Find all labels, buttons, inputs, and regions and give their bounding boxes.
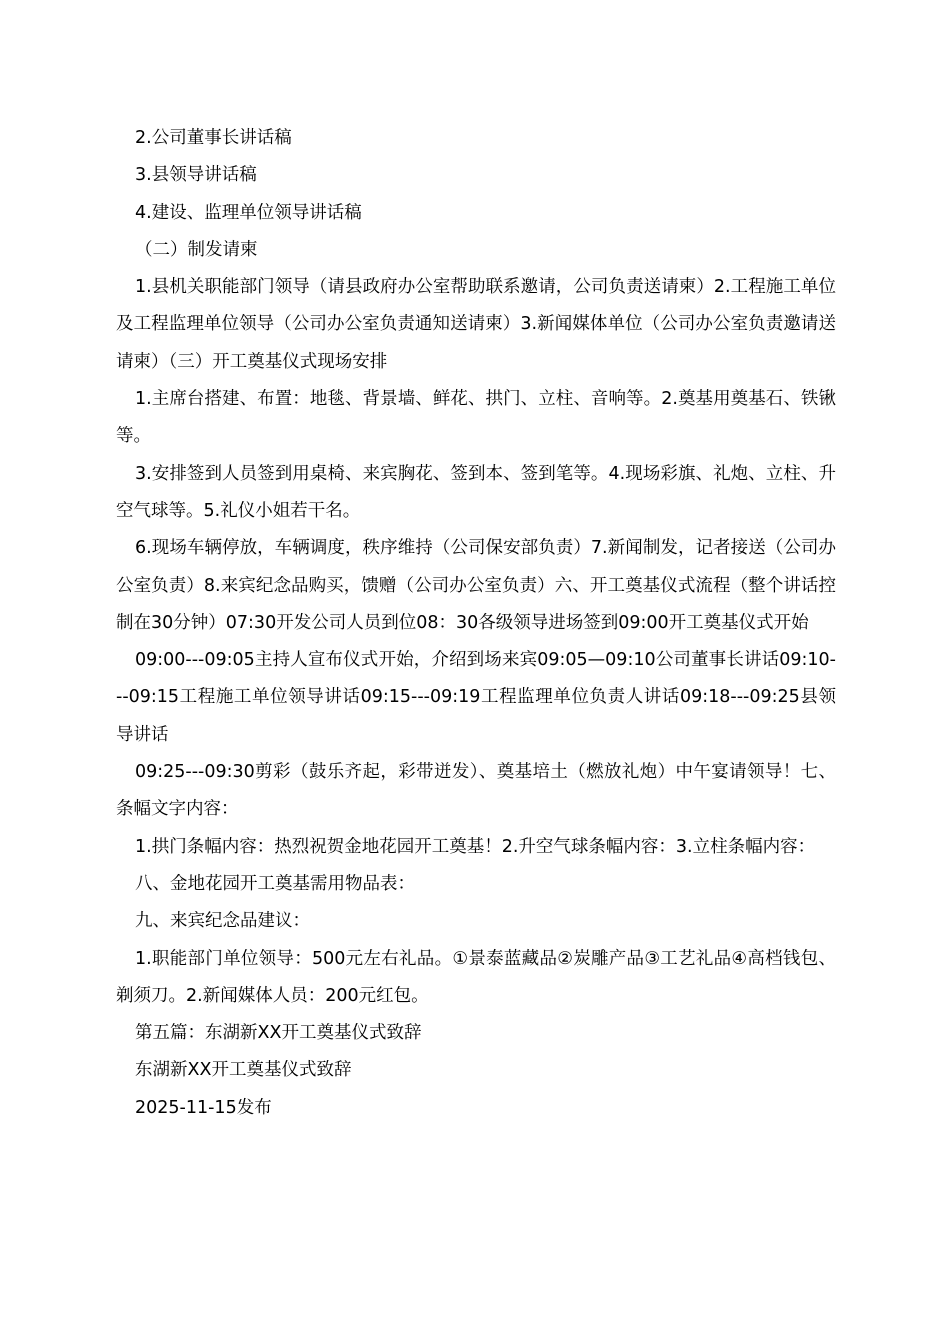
paragraph-schedule-speeches: 09:00---09:05主持人宣布仪式开始，介绍到场来宾09:05—09:10公司董事长讲话09:10---09:15工程施工单位领导讲话09:15---09:19工程监理单位负责人讲话09:18---09:25县领导讲话 (116, 650, 836, 745)
paragraph-invitation-list: 1.县机关职能部门领导（请县政府办公室帮助联系邀请，公司负责送请柬）2.工程施工单位及工程监理单位领导（公司办公室负责通知送请柬）3.新闻媒体单位（公司办公室负责邀请送请柬）（三）开工奠基仪式现场安排 (116, 277, 836, 372)
paragraph-signin-arrangement: 3.安排签到人员签到用桌椅、来宾胸花、签到本、签到笔等。4.现场彩旗、礼炮、立柱、升空气球等。5.礼仪小姐若干名。 (116, 463, 836, 521)
paragraph-schedule-ribbon-cutting: 09:25---09:30剪彩（鼓乐齐起，彩带迸发）、奠基培土（燃放礼炮）中午宴请领导！七、条幅文字内容： (116, 762, 836, 820)
paragraph-speech-chairman: 2.公司董事长讲话稿 (135, 128, 292, 148)
paragraph-speech-county-leader: 3.县领导讲话稿 (135, 165, 257, 186)
paragraph-logistics-and-flow: 6.现场车辆停放，车辆调度，秩序维持（公司保安部负责）7.新闻制发，记者接送（公司办公室负责）8.来宾纪念品购买，馈赠（公司办公室负责）六、开工奠基仪式流程（整个讲话控制在30分钟）07:30开发公司人员到位08：30各级领导进场签到09:00开工奠基仪式开始 (116, 538, 836, 633)
publish-date: 2025-11-15发布 (135, 1097, 272, 1118)
article-title: 东湖新XX开工奠基仪式致辞 (135, 1060, 352, 1081)
section-heading-souvenirs: 九、来宾纪念品建议： (135, 911, 310, 932)
section-heading-items-list: 八、金地花园开工奠基需用物品表： (135, 873, 415, 894)
paragraph-speech-construction-supervision: 4.建设、监理单位领导讲话稿 (135, 202, 362, 223)
paragraph-stage-setup: 1.主席台搭建、布置：地毯、背景墙、鲜花、拱门、立柱、音响等。2.奠基用奠基石、铁锹等。 (116, 389, 836, 447)
section-heading-invitations: （二）制发请柬 (135, 239, 258, 260)
paragraph-souvenir-suggestions: 1.职能部门单位领导：500元左右礼品。①景泰蓝藏品②炭雕产品③工艺礼品④高档钱包、剃须刀。2.新闻媒体人员：200元红包。 (116, 948, 836, 1006)
document-body (116, 120, 836, 1127)
paragraph-banner-content: 1.拱门条幅内容：热烈祝贺金地花园开工奠基！2.升空气球条幅内容：3.立柱条幅内容： (135, 836, 816, 857)
chapter-title: 第五篇：东湖新XX开工奠基仪式致辞 (135, 1023, 422, 1044)
